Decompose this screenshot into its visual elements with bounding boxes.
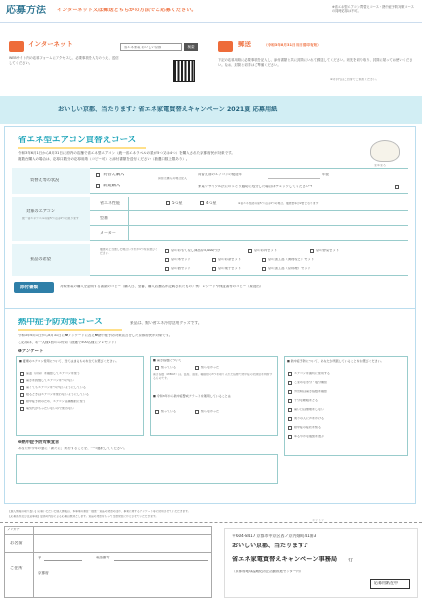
course1-intro: 令和3年6月1日から8月31日に府内の店舗で省エネ型エアコン（統一省エネラベルの星が5つ又は4つ）を購入された京都府民が対象です。 — [18, 151, 235, 155]
gift-option-7: 京の菓子セット — [218, 267, 242, 270]
q1-opt-1: 暑さを我慢してエアコンをつけない — [26, 379, 74, 382]
q2-opt-1-checkbox[interactable] — [195, 366, 199, 370]
q1-opt-0: 室温（冷房）を確認してエアコンを使う — [26, 372, 80, 375]
mascot-caption: まゆまろ — [374, 164, 387, 167]
internet-desc: WEBサイト内の応募フォームにアクセスし、必要事項を入力のうえ、送信してください。 — [9, 56, 119, 65]
model-input[interactable] — [130, 211, 406, 224]
address-input[interactable] — [52, 566, 210, 596]
replace-sub-label: 買替え購入の場合記入 — [158, 177, 187, 180]
new-purchase-label: 新規購入 — [103, 184, 121, 188]
phone-label: 電話番号 — [96, 556, 110, 559]
q1-opt-4-checkbox[interactable] — [20, 400, 24, 404]
q4-opt-5: 周りの人に声をかける — [294, 417, 325, 420]
gift-option-3-checkbox[interactable] — [165, 258, 169, 262]
cut-label: キリトリ — [312, 519, 325, 522]
gift-option-1: 京のお肉セット — [254, 249, 278, 252]
star5-label: 5つ星 — [172, 201, 183, 205]
envelope-icon — [218, 41, 233, 52]
address-line3: 行 — [348, 558, 354, 563]
course1-title: 省エネ型エアコン買替えコース — [18, 136, 137, 145]
course2-intro: 令和3年6月1日から8月31日に❶アンケートに答え❷熱中症予防対策宣言をした京都府民が対象です。 — [18, 334, 173, 337]
declaration-input[interactable] — [16, 454, 278, 484]
form-vsep — [33, 526, 34, 598]
q1-opt-3-checkbox[interactable] — [20, 393, 24, 397]
q2-text: ■ 暑さ指数について — [153, 359, 182, 362]
new-purchase-checkbox[interactable] — [96, 184, 100, 188]
target-ac-vsep — [128, 197, 129, 241]
gift-option-6-checkbox[interactable] — [165, 267, 169, 271]
q4-opt-4: 暑い日は無理をしない — [294, 408, 325, 411]
q1-text: ■ 夏場のエアコン使用について、当てはまるものを全てお選びください。 — [19, 359, 119, 363]
name-input[interactable] — [36, 535, 211, 551]
page-title: 応募方法 — [6, 5, 46, 16]
replace-purchase-checkbox[interactable] — [96, 173, 100, 177]
postal-input[interactable] — [44, 555, 82, 561]
fine-print-1: 【個人情報の取り扱い】応募いただいた個人情報は、本事業の運営・抽選・景品の発送のほか、事業に関するアンケート等に使用させていただきます。 — [8, 510, 191, 513]
search-button[interactable]: 検索 — [184, 43, 198, 51]
q4-opt-2: 外出時は暑さ指数を確認 — [294, 390, 328, 393]
model-label: 型番 — [100, 216, 108, 220]
q1-opt-3: 寝るときはエアコンを使わないようにしている — [26, 393, 89, 396]
q2-note: 暑さ指数（WBGT）は、温度、湿度、輻射熱の3つを取り入れた指標で熱中症の危険度を判断するものです。 — [153, 373, 273, 380]
q1-opt-5-checkbox[interactable] — [20, 407, 24, 411]
gift-label: 景品の希望 — [30, 257, 51, 261]
q3-opt-1-checkbox[interactable] — [195, 410, 199, 414]
address-label: ご住所 — [10, 566, 23, 570]
q1-opt-1-checkbox[interactable] — [20, 379, 24, 383]
status-row-label: 買替え等の状況 — [30, 178, 60, 182]
course2-title: 熱中症予防対策コース — [18, 318, 103, 327]
q4-text: ■ 熱中症予防について、あなたが実践していることをお選びください。 — [287, 359, 384, 363]
recycle-checkbox[interactable] — [395, 185, 399, 189]
fine-print-2: 【応募条件及び注意事項】虚偽の内容による応募は無効とします。景品の発送をもって当選発表にかえさせていただきます。 — [8, 515, 159, 518]
prefecture-label: 京都府 — [38, 571, 49, 575]
q3-opt-0-checkbox[interactable] — [155, 410, 159, 414]
q1-opt-5: 電気代がもったいないので使わない — [26, 407, 75, 410]
q3-text: ■ 令和3年から熱中症警戒アラートを運用していることは — [153, 394, 231, 398]
prev-ac-year-input[interactable] — [268, 178, 320, 179]
mascot-image — [370, 140, 400, 162]
q3-opt-0: 知っている — [161, 410, 177, 413]
gift-option-8-checkbox[interactable] — [262, 267, 266, 271]
post-desc: 下記の応募用紙に必要事項を記入し、添付書類と共に封筒にいれて郵送してください。宛先を切り取り、封筒に貼ってお使いください。なお、封筒と切手はご準備ください。 — [218, 58, 413, 67]
course1-intro2: 複数台購入の場合は、応募口数分の応募用紙（コピー可）と添付書類を送付ください（抽選口数上限あり）。 — [18, 157, 190, 161]
cut-line — [0, 522, 422, 523]
post-label: 郵送 — [238, 41, 251, 48]
address-note: （京都府地球温暖化防止活動推進センター内） — [232, 570, 304, 573]
q2-opt-0-checkbox[interactable] — [155, 366, 159, 370]
gift-option-1-checkbox[interactable] — [248, 249, 252, 253]
survey-title: ❶アンケート — [18, 349, 44, 354]
course2-intro2: ご応募は、お一人様1回のみ有効（抽選で500名様にプレゼント） — [18, 341, 119, 344]
q4-opt-7: ゆるやかな服装を選ぶ — [294, 435, 325, 438]
q4-opt-0-checkbox[interactable] — [288, 372, 292, 376]
q4-opt-7-checkbox[interactable] — [288, 435, 292, 439]
internet-label: インターネット — [28, 41, 73, 48]
star4-label: 4つ星 — [206, 201, 217, 205]
q1-opt-2: 暑くてもエアコンをつけないようにしている — [26, 386, 86, 389]
gift-label-bg — [12, 244, 90, 276]
course1-title-underline — [18, 147, 146, 149]
q4-opt-3: 十分な睡眠をとる — [294, 399, 319, 402]
q4-opt-6: 熱中症の症状を知る — [294, 426, 322, 429]
gift-note: 抽選の上当選した場合いずれか1つをお選びください — [100, 248, 158, 255]
course2-subtitle: 景品は、賢い省エネ冷房活用グッズです。 — [130, 321, 202, 325]
address-postal: 〒604-8417 京都市中京区西ノ京内畑町41番3 — [232, 534, 317, 538]
q4-box — [284, 356, 408, 456]
gift-option-7-checkbox[interactable] — [212, 267, 216, 271]
post-deadline: （令和3年8月31日当日消印有効） — [264, 43, 321, 47]
q1-opt-0-checkbox[interactable] — [20, 372, 24, 376]
gift-option-3: 京の米セット — [171, 258, 191, 261]
attach-desc: 対象家電の購入を証明する書類のコピー（購入日、型番、購入店舗名が記載されたもの）例：レシートや保証書等のコピー（要提出） — [60, 285, 264, 288]
declaration-title: ❷熱中症予防対策宣言 — [18, 440, 60, 444]
gift-option-0-checkbox[interactable] — [165, 249, 169, 253]
address-line1: おいしい京都、当たります♪ — [232, 543, 308, 549]
maker-label: メーカー — [100, 231, 116, 235]
furigana-label: フリガナ — [7, 528, 20, 531]
q4-opt-5-checkbox[interactable] — [288, 417, 292, 421]
monitor-icon — [9, 41, 24, 52]
q4-opt-6-checkbox[interactable] — [288, 426, 292, 430]
gift-option-8: 京の加工品（京料理）セット — [268, 267, 311, 270]
q4-opt-1-checkbox[interactable] — [288, 381, 292, 385]
target-ac-label: 対象のエアコン — [26, 209, 56, 213]
form-sep2 — [4, 552, 212, 553]
recycle-label: 家電リサイクル法にのっとり適切に処分した場合はチェックしてください→ — [198, 185, 313, 188]
efficiency-label: 省エネ性能 — [100, 201, 120, 205]
target-ac-note: 統一省エネラベルの星5つ又は4つに限ります — [22, 217, 79, 220]
q4-opt-4-checkbox[interactable] — [288, 408, 292, 412]
search-box[interactable] — [120, 43, 182, 51]
gift-option-4: 京のお茶セット — [218, 258, 242, 261]
name-label: お名前 — [10, 541, 23, 545]
methods-text: インターネット又は郵送どちらかの方法でご応募ください。 — [57, 8, 197, 13]
star-note: ※省エネ性能の星5つ又は4つの場合、抽選倍率が2倍となります — [238, 202, 319, 205]
postal-mark: 〒 — [38, 556, 42, 560]
gift-option-4-checkbox[interactable] — [212, 258, 216, 262]
q3-opt-1: 知らなかった — [201, 410, 220, 413]
gift-option-2-checkbox[interactable] — [310, 249, 314, 253]
prev-ac-year-label: 買替え前のエアコンの製造年 — [198, 173, 242, 176]
address-line2: 省エネ家電買替えキャンペーン事務局 — [232, 556, 338, 563]
q4-opt-1: こまめな水分・塩分補給 — [294, 381, 328, 384]
q2-opt-1: 知らなかった — [201, 366, 220, 369]
declaration-desc: あなたが今年の夏に「新たに」実行することを、一つ選択してください。 — [18, 447, 127, 450]
q2-opt-0: 知っている — [161, 366, 177, 369]
q1-opt-2-checkbox[interactable] — [20, 386, 24, 390]
qr-code — [173, 60, 195, 82]
star5-checkbox[interactable] — [166, 201, 170, 205]
gift-option-5: 京の加工品（漬物など）セット — [268, 258, 315, 261]
q4-opt-2-checkbox[interactable] — [288, 390, 292, 394]
phone-input[interactable] — [114, 555, 208, 561]
gift-option-6: 京の酒セット — [171, 267, 191, 270]
attach-label: 添付書類 — [20, 285, 38, 290]
star4-checkbox[interactable] — [200, 201, 204, 205]
header-divider — [0, 22, 422, 23]
prev-ac-year-unit: 年製 — [322, 173, 329, 176]
replace-purchase-label: 買替え購入 — [103, 173, 125, 177]
gift-option-5-checkbox[interactable] — [262, 258, 266, 262]
form-banner-title: おいしい京都、当たります♪ 省エネ家電買替えキャンペーン 2021夏 応募用紙 — [58, 106, 278, 113]
course2-title-underline — [18, 329, 122, 331]
gift-option-0: 京のおもてなし商品券5,000円分 — [171, 249, 221, 252]
header-note: ※省エネ型エアコン買替えコース・熱中症予防対策コースの同時応募は不可。 — [332, 5, 414, 14]
search-input: 省エネ家電 おいしい京都 — [124, 45, 162, 49]
gift-option-2: 京の野菜セット — [316, 249, 340, 252]
q4-opt-3-checkbox[interactable] — [288, 399, 292, 403]
q4-opt-0: エアコンを適切に使用する — [294, 372, 330, 375]
stamp-text: 応募用紙在中 — [374, 581, 398, 585]
maker-input[interactable] — [130, 226, 406, 240]
q1-opt-4: 熱中症予防のため、エアコンは積極的に使う — [26, 400, 86, 403]
post-note: ※切手代はご自身でご負担ください。 — [330, 78, 379, 81]
